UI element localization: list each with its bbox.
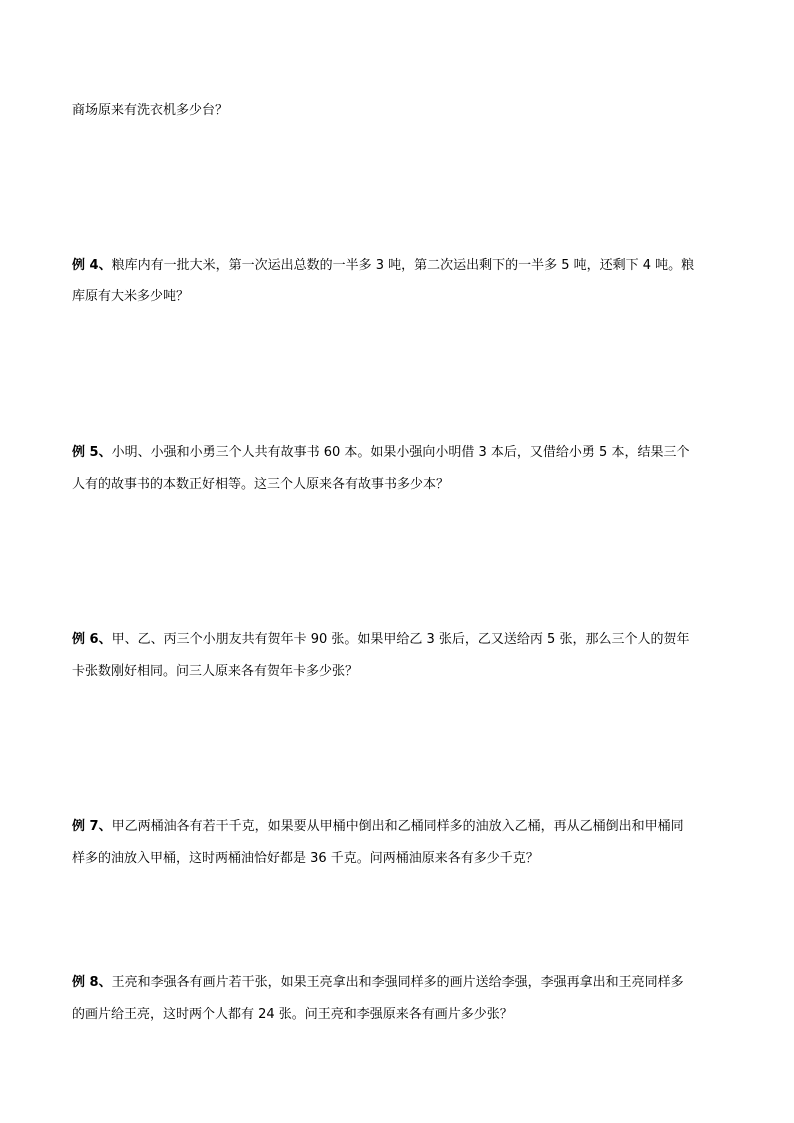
- problem-4-text-2: 库原有大米多少吨？: [72, 289, 190, 304]
- problem-4-line-2: [72, 289, 732, 305]
- problem-6-line-2: [72, 664, 732, 680]
- problem-6-line-1: [72, 632, 732, 648]
- problem-7-text-2: 样多的油放入甲桶，这时两桶油恰好都是 36 千克。问两桶油原来各有多少千克？: [72, 851, 539, 866]
- intro-question-text: 商场原来有洗衣机多少台？: [72, 103, 229, 118]
- problem-6-text-1: 甲、乙、丙三个小朋友共有贺年卡 90 张。如果甲给乙 3 张后，乙又送给丙 5 张，那么三个人的贺年: [111, 632, 690, 647]
- problem-4-label: 例 4、: [72, 258, 112, 273]
- problem-6-text-2: 卡张数刚好相同。问三人原来各有贺年卡多少张？: [72, 664, 359, 679]
- problem-8-label: 例 8、: [72, 975, 112, 990]
- problem-8-text-2: 的画片给王亮，这时两个人都有 24 张。问王亮和李强原来各有画片多少张？: [72, 1007, 513, 1022]
- problem-4-line-1: [72, 258, 732, 274]
- problem-8-text-1: 王亮和李强各有画片若干张，如果王亮拿出和李强同样多的画片送给李强，李强再拿出和王亮同样多: [111, 975, 684, 990]
- problem-7-text-1: 甲乙两桶油各有若干千克，如果要从甲桶中倒出和乙桶同样多的油放入乙桶，再从乙桶倒出和甲桶同: [111, 819, 684, 834]
- problem-4-text-1: 粮库内有一批大米，第一次运出总数的一半多 3 吨，第二次运出剩下的一半多 5 吨，还剩下 4 吨。粮: [111, 258, 695, 273]
- problem-5-line-1: [72, 445, 732, 461]
- problem-7-line-1: [72, 819, 732, 835]
- intro-question-line: [72, 103, 732, 119]
- problem-5-label: 例 5、: [72, 445, 112, 460]
- problem-8-line-2: [72, 1007, 732, 1023]
- problem-7-label: 例 7、: [72, 819, 112, 834]
- problem-5-line-2: [72, 477, 732, 493]
- problem-5-text-1: 小明、小强和小勇三个人共有故事书 60 本。如果小强向小明借 3 本后，又借给小勇 5 本，结果三个: [111, 445, 690, 460]
- problem-8-line-1: [72, 975, 732, 991]
- problem-5-text-2: 人有的故事书的本数正好相等。这三个人原来各有故事书多少本？: [72, 477, 450, 492]
- problem-7-line-2: [72, 851, 732, 867]
- problem-6-label: 例 6、: [72, 632, 112, 647]
